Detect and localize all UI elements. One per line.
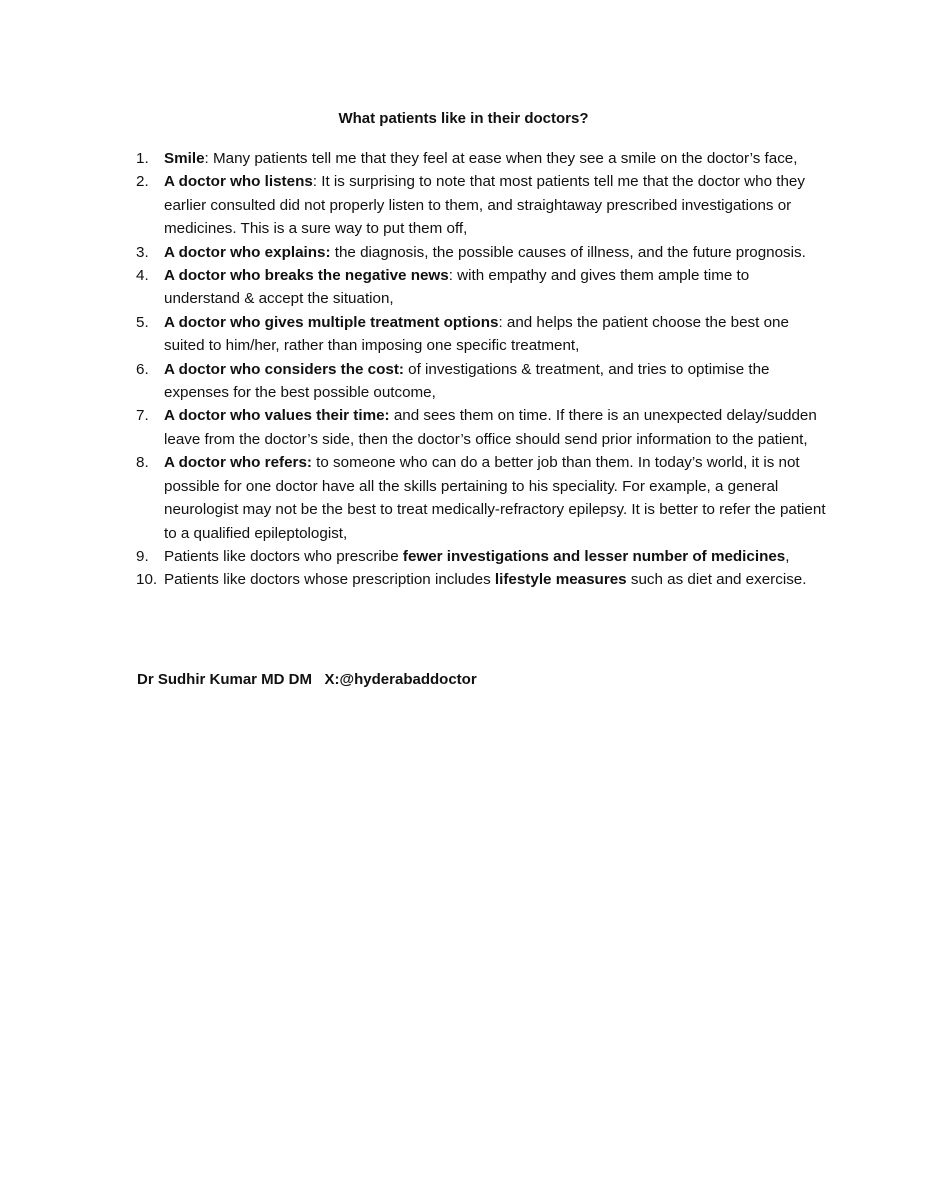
item-lead: A doctor who gives multiple treatment options [164, 313, 499, 331]
item-number: 5. [136, 313, 149, 331]
item-text-pre: Patients like doctors whose prescription includes [164, 571, 495, 589]
list-item [136, 147, 826, 170]
item-lead: A doctor who considers the cost: [164, 360, 404, 378]
title-text: What patients like in their doctors? [338, 110, 589, 127]
item-lead: A doctor who explains: [164, 243, 331, 261]
item-number: 7. [136, 407, 149, 425]
list-item [136, 451, 826, 545]
item-number: 9. [136, 547, 149, 565]
item-text: : Many patients tell me that they feel at ease when they see a smile on the doctor’s face, [204, 150, 798, 167]
item-lead: Smile [164, 150, 205, 167]
document-title [0, 108, 927, 130]
author-signature: Dr Sudhir Kumar MD DM X:@hyderabaddoctor [137, 671, 477, 688]
list-item [136, 568, 826, 591]
list-item [136, 545, 826, 568]
item-text-post: such as diet and exercise. [626, 571, 807, 589]
item-text: of investigations & treatment, and tries to optimise the expenses for the best possible outcome, [164, 360, 770, 402]
item-number: 3. [136, 243, 149, 261]
item-number: 2. [136, 173, 149, 191]
item-text-pre: Patients like doctors who prescribe [164, 547, 403, 565]
item-text: : with empathy and gives them ample time to understand & accept the situation, [164, 267, 750, 308]
item-lead: A doctor who values their time: [164, 407, 390, 425]
item-text: and sees them on time. If there is an unexpected delay/sudden leave from the doctor’s side, then the doctor’s office should send prior information to the patient, [164, 407, 817, 448]
item-text: to someone who can do a better job than them. In today’s world, it is not possible for one doctor have all the skills pertaining to his speciality. For example, a general neurologist may not be the best to treat medically-refractory epilepsy. It is better to refer the patient to a qualified epileptologist, [164, 454, 826, 542]
item-lead: A doctor who listens [164, 173, 313, 191]
list-item [136, 358, 826, 405]
list-item [136, 170, 826, 240]
list-item [136, 311, 826, 358]
item-lead: A doctor who breaks the negative news [164, 267, 449, 285]
item-bold-phrase: fewer investigations and lesser number of medicines [402, 547, 786, 565]
item-bold-phrase: lifestyle measures [494, 571, 627, 589]
item-number: 10. [136, 571, 158, 589]
item-text: the diagnosis, the possible causes of illness, and the future prognosis. [330, 243, 806, 261]
item-number: 6. [136, 360, 149, 378]
item-text: : and helps the patient choose the best one suited to him/her, rather than imposing one specific treatment, [164, 313, 789, 355]
list-item [136, 241, 826, 264]
item-lead: A doctor who refers: [164, 454, 312, 472]
list-item [136, 264, 826, 311]
item-number: 8. [136, 454, 149, 472]
item-text-post: , [785, 547, 790, 565]
item-number: 4. [136, 267, 149, 285]
points-list [136, 147, 826, 592]
item-number: 1. [136, 150, 149, 167]
list-item [136, 404, 826, 451]
item-text: : It is surprising to note that most patients tell me that the doctor who they earlier consulted did not properly listen to them, and straightaway prescribed investigations or medicines. This is a sure way to put them off, [164, 173, 805, 238]
